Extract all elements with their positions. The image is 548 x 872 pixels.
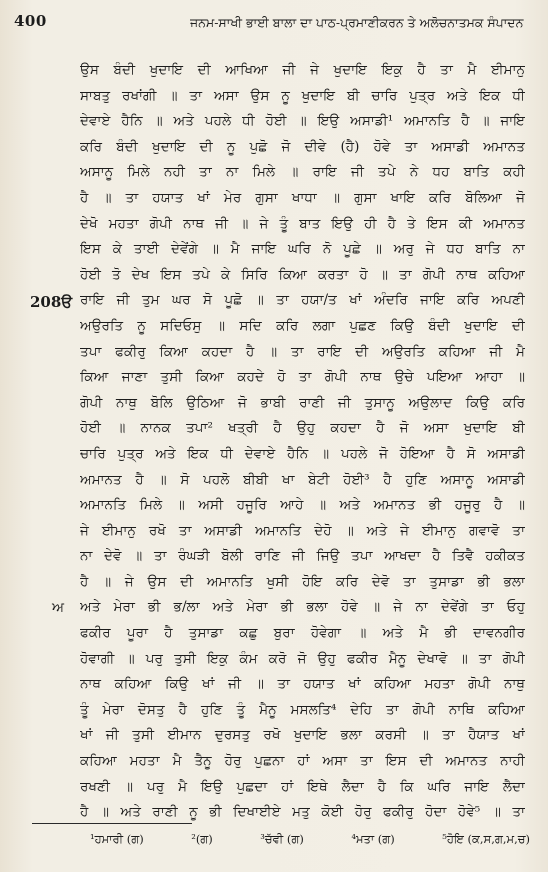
- text-line: ਹੋਈ ॥ ਨਾਨਕ ਤਪਾ² ਖਤ੍ਰੀ ਹੈ ਉਹੁ ਕਹਦਾ ਹੈ ਜੋ ਅਸਾ ਖੁਦਾਇ ਬੀ: [80, 420, 525, 437]
- text-line: ਕਰਿ ਬੰਦੀ ਖੁਦਾਇ ਦੀ ਨੂ ਪੁਛੋ ਜੋ ਦੀਵੇ (ਹੈ) ਹੋਵੇ ਤਾ ਅਸਾਡੀ ਅਮਾਨਤ: [80, 138, 525, 155]
- text-line: ਹੈ ॥ ਜੇ ਉਸ ਦੀ ਅਮਾਨਤਿ ਖੁਸੀ ਹੋਇ ਕਰਿ ਦੇਵੋ ਤਾ ਤੁਸਾਡਾ ਭੀ ਭਲਾ: [80, 573, 525, 590]
- text-line: ਰਖਣੀ ॥ ਪਰੁ ਮੈ ਇਉ ਪੁਛਦਾ ਹਾਂ ਇਥੇ ਲੈਦਾ ਹੈ ਕਿ ਘਰਿ ਜਾਇ ਲੈਦਾ: [80, 778, 525, 795]
- text-line: ਹੋਈ ਤੋ ਦੇਖ ਇਸ ਤਪੇ ਕੇ ਸਿਰਿ ਕਿਆ ਕਰਤਾ ਹੋ ॥ ਤਾ ਗੋਪੀ ਨਾਥ ਕਹਿਆ: [80, 266, 525, 283]
- page-number: 400: [14, 12, 47, 30]
- footnote: ²(ਗ): [191, 832, 213, 846]
- text-line: ਰਾਇ ਜੀ ਤੁਮ ਘਰ ਸੋ ਪੂਛੋ ॥ ਤਾ ਹਯਾ/ਤ ਖਾਂ ਅੰਦਰਿ ਜਾਇ ਕਰਿ ਅਪਣੀ: [80, 292, 525, 309]
- text-line: ਹੈ ॥ ਤਾ ਹਯਾਤ ਖਾਂ ਮੇਰ ਗੁਸਾ ਖਾਧਾ ॥ ਗੁਸਾ ਖਾਇ ਕਰਿ ਬੋਲਿਆ ਜੋ: [80, 189, 525, 206]
- text-line: ਗੋਪੀ ਨਾਥੁ ਬੋਲਿ ਉਠਿਆ ਜੋ ਭਾਬੀ ਰਾਣੀ ਜੀ ਤੁਸਾਨੂ ਅਉਲਾਦ ਕਿਉ ਕਰਿ: [80, 394, 525, 411]
- footnote: ⁴ਮਤਾ (ਗ): [351, 832, 395, 846]
- text-line: ਅਉਰਤਿ ਨੂ ਸਦਿਓਸੁ ॥ ਸਦਿ ਕਰਿ ਲਗਾ ਪੁਛਣ ਕਿਉ ਬੰਦੀ ਖੁਦਾਇ ਦੀ: [80, 317, 525, 334]
- text-line: ਖਾਂ ਜੀ ਤੁਸੀ ਈਮਾਨ ਦੁਰਸਤੁ ਰਖੋ ਖੁਦਾਇ ਭਲਾ ਕਰਸੀ ॥ ਤਾ ਹੈਯਾਤ ਖਾਂ: [80, 727, 525, 744]
- text-line: ਇਸ ਕੇ ਤਾਈ ਦੇਵੇਂਗੇ ॥ ਮੈ ਜਾਇ ਘਰਿ ਨੋ ਪੂਛੇ ॥ ਅਰੁ ਜੇ ਧਹ ਬਾਤਿ ਨਾ: [80, 241, 525, 258]
- text-line: ਕਹਿਆ ਮਹਤਾ ਮੈ ਤੈਨੂ ਹੋਰੁ ਪੁਛਨਾ ਹਾਂ ਅਸਾ ਤਾ ਇਸ ਦੀ ਅਮਾਨਤ ਨਾਹੀ: [80, 753, 525, 770]
- text-line: ਜੇ ਈਮਾਨੁ ਰਖੋ ਤਾ ਅਸਾਡੀ ਅਮਾਨਤਿ ਦੇਹੋ ॥ ਅਤੇ ਜੇ ਈਮਾਨੁ ਗਵਾਵੋ ਤਾ: [80, 522, 525, 539]
- footnote: ⁵ਹੋਇ (ਕ,ਸ,ਗ,ਮ,ਚ): [442, 832, 530, 846]
- footnote: ³ਚੱਵੀ (ਗ): [260, 832, 304, 846]
- text-line: ਅਤੇ ਮੇਰਾ ਭੀ ਭ/ਲਾ ਅਤੇ ਮੇਰਾ ਭੀ ਭਲਾ ਹੋਵੇ ॥ ਜੇ ਨਾ ਦੇਵੇਂਗੇ ਤਾ ਓਹੁ: [80, 599, 525, 616]
- text-line: ਹੈ ॥ ਅਤੇ ਰਾਣੀ ਨੂ ਭੀ ਦਿਖਾਈਏ ਮਤੁ ਕੋਈ ਹੋਰੁ ਫਕੀਰੁ ਹੋਦਾ ਹੋਵੇ⁵ ॥ ਤਾ: [80, 804, 525, 821]
- text-line: ਅਮਾਨਤ ਹੈ ॥ ਸੋ ਪਹਲੋ ਬੀਬੀ ਖਾ ਬੇਟੀ ਹੋਈ³ ਹੈ ਹੁਣਿ ਅਸਾਨੂ ਅਸਾਡੀ: [80, 471, 525, 488]
- body-text: [80, 58, 525, 826]
- text-line: ਕਿਆ ਜਾਣਾ ਤੁਸੀ ਕਿਆ ਕਹਦੇ ਹੋ ਤਾ ਗੋਪੀ ਨਾਥ ਉਚੇ ਪਇਆ ਆਹਾ ॥: [80, 369, 525, 386]
- variant-margin-marker: ਅ: [52, 600, 65, 616]
- text-line: ਤਪਾ ਫਕੀਰੁ ਕਿਆ ਕਹਦਾ ਹੈ ॥ ਤਾ ਰਾਇ ਦੀ ਅਉਰਤਿ ਕਹਿਆ ਜੀ ਮੈ: [80, 343, 525, 360]
- text-line: ਤੂੰ ਮੇਰਾ ਦੋਸਤੁ ਹੈ ਹੁਣਿ ਤੂੰ ਮੈਨੂ ਮਸਲਤਿ⁴ ਦੇਹਿ ਤਾ ਗੋਪੀ ਨਾਥਿ ਕਹਿਆ: [80, 701, 525, 718]
- text-line: ਚਾਰਿ ਪੁਤ੍ਰ ਅਤੇ ਇਕ ਧੀ ਦੇਵਾਏ ਹੈਨਿ ॥ ਪਹਲੇ ਜੋ ਹੋਇਆ ਹੈ ਸੋ ਅਸਾਡੀ: [80, 445, 525, 462]
- footnote: ¹ਹਮਾਰੀ (ਗ): [90, 832, 144, 846]
- text-line: ਹੋਵਾਗੀ ॥ ਪਰੁ ਤੁਸੀ ਇਕੁ ਕੰਮ ਕਰੋ ਜੋ ਉਹੁ ਫਕੀਰ ਮੈਨੂ ਦੇਖਾਵੋ ॥ ਤਾ ਗੋਪੀ: [80, 650, 525, 667]
- folio-margin-note: 208ੳ: [30, 293, 73, 311]
- running-header: ਜਨਮ-ਸਾਖੀ ਭਾਈ ਬਾਲਾ ਦਾ ਪਾਠ-ਪ੍ਰਮਾਣੀਕਰਨ ਤੇ ਅਲੋਚਨਾਤਮਕ ਸੰਪਾਦਨ: [190, 15, 524, 30]
- text-line: ਉਸ ਬੰਦੀ ਖੁਦਾਇ ਦੀ ਆਖਿਆ ਜੀ ਜੇ ਖੁਦਾਇ ਇਕੁ ਹੈ ਤਾ ਮੈ ਈਮਾਨੁ: [80, 62, 525, 78]
- footnote-divider: [32, 823, 192, 824]
- text-line: ਸਾਬਤੁ ਰਖਾਂਗੀ ॥ ਤਾ ਅਸਾ ਉਸ ਨੂ ਖੁਦਾਇ ਬੀ ਚਾਰਿ ਪੁਤ੍ਰ ਅਤੇ ਇਕ ਧੀ: [80, 87, 525, 104]
- text-line: ਦੇਵਾਏ ਹੈਨਿ ॥ ਅਤੇ ਪਹਲੇ ਧੀ ਹੋਈ ॥ ਇਉ ਅਸਾਡੀ¹ ਅਮਾਨਤਿ ਹੈ ॥ ਜਾਇ: [80, 113, 525, 130]
- text-line: ਅਮਾਨਤਿ ਮਿਲੇ ॥ ਅਸੀ ਹਜੂਰਿ ਆਹੇ ॥ ਅਤੇ ਅਮਾਨਤ ਭੀ ਹਜੂਰੁ ਹੈ ॥: [80, 497, 525, 514]
- text-line: ਨਾ ਦੇਵੋ ॥ ਤਾ ਰੰਘੜੀ ਬੋਲੀ ਰਾਣਿ ਜੀ ਜਿਉ ਤਪਾ ਆਖਦਾ ਹੈ ਤਿਵੈ ਹਕੀਕਤ: [80, 548, 525, 565]
- text-line: ਫਕੀਰ ਪੂਰਾ ਹੈ ਤੁਸਾਡਾ ਕਛੁ ਬੁਰਾ ਹੋਵੇਗਾ ॥ ਅਤੇ ਮੈ ਭੀ ਦਾਵਨਗੀਰ: [80, 625, 525, 642]
- text-line: ਦੇਖੋ ਮਹਤਾ ਗੋਪੀ ਨਾਥ ਜੀ ॥ ਜੇ ਤੂੰ ਬਾਤ ਇਉ ਹੀ ਹੈ ਤੇ ਇਸ ਕੀ ਅਮਾਨਤ: [80, 215, 525, 232]
- text-line: ਨਾਥ ਕਹਿਆ ਕਿਉ ਖਾਂ ਜੀ ॥ ਤਾ ਹਯਾਤ ਖਾਂ ਕਹਿਆ ਮਹਤਾ ਗੋਪੀ ਨਾਥੁ: [80, 676, 525, 693]
- footnotes: [90, 832, 530, 847]
- text-line: ਅਸਾਨੂ ਮਿਲੇ ਨਹੀ ਤਾ ਨਾ ਮਿਲੇ ॥ ਰਾਇ ਜੀ ਤਪੇ ਨੇ ਧਹ ਬਾਤਿ ਕਹੀ: [80, 164, 525, 181]
